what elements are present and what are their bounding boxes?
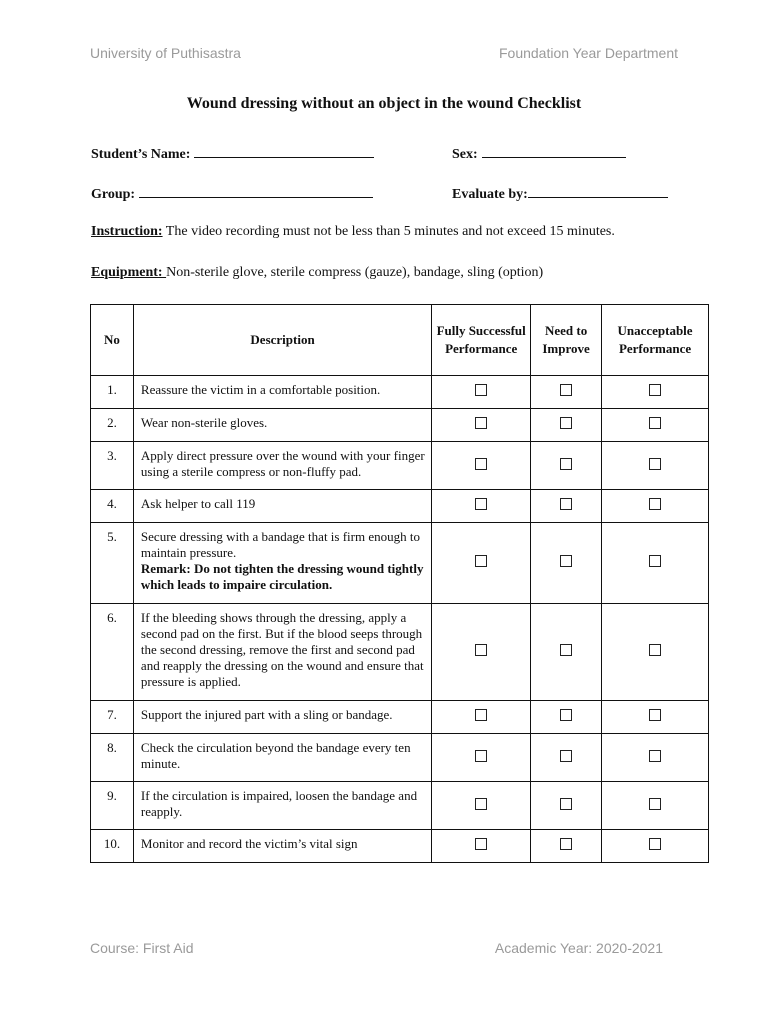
checkbox-need-to-improve[interactable] (560, 750, 572, 762)
checkbox-need-to-improve[interactable] (560, 644, 572, 656)
checkbox-fully-successful[interactable] (475, 498, 487, 510)
row-number: 4. (91, 490, 134, 523)
equipment-label: Equipment: (91, 265, 167, 280)
cell-need-to-improve (531, 830, 602, 863)
table-row (91, 830, 709, 863)
cell-fully-successful (432, 734, 531, 782)
sex-line[interactable] (482, 143, 626, 158)
cell-unacceptable (602, 830, 709, 863)
sex-field[interactable] (452, 143, 626, 163)
col-header-need-to-improve: Need to Improve (531, 305, 602, 376)
cell-fully-successful (432, 409, 531, 442)
row-description-text: Support the injured part with a sling or bandage. (140, 707, 393, 722)
table-row (91, 409, 709, 442)
cell-fully-successful (432, 604, 531, 701)
cell-unacceptable (602, 490, 709, 523)
group-label: Group: (91, 187, 136, 202)
instruction-paragraph (91, 224, 615, 240)
row-number: 1. (91, 376, 134, 409)
checkbox-fully-successful[interactable] (475, 838, 487, 850)
row-number: 7. (91, 701, 134, 734)
checkbox-fully-successful[interactable] (475, 750, 487, 762)
row-description (133, 490, 431, 523)
cell-fully-successful (432, 523, 531, 604)
checkbox-unacceptable[interactable] (649, 458, 661, 470)
cell-unacceptable (602, 376, 709, 409)
table-row (91, 523, 709, 604)
row-description-text: Apply direct pressure over the wound with your finger using a sterile compress or non-fluffy pad. (140, 448, 425, 479)
checkbox-need-to-improve[interactable] (560, 458, 572, 470)
group-field[interactable] (91, 183, 373, 203)
row-description (133, 523, 431, 604)
cell-need-to-improve (531, 376, 602, 409)
row-description-text: Secure dressing with a bandage that is firm enough to maintain pressure. (140, 529, 420, 560)
checkbox-unacceptable[interactable] (649, 709, 661, 721)
cell-fully-successful (432, 830, 531, 863)
checkbox-fully-successful[interactable] (475, 555, 487, 567)
cell-need-to-improve (531, 734, 602, 782)
cell-unacceptable (602, 604, 709, 701)
equipment-text: Non-sterile glove, sterile compress (gauze), bandage, sling (option) (166, 265, 544, 280)
cell-need-to-improve (531, 409, 602, 442)
cell-unacceptable (602, 523, 709, 604)
cell-need-to-improve (531, 782, 602, 830)
checkbox-need-to-improve[interactable] (560, 709, 572, 721)
cell-fully-successful (432, 442, 531, 490)
checkbox-unacceptable[interactable] (649, 555, 661, 567)
row-number: 3. (91, 442, 134, 490)
checkbox-fully-successful[interactable] (475, 417, 487, 429)
header-department: Foundation Year Department (498, 45, 678, 61)
row-description (133, 782, 431, 830)
cell-need-to-improve (531, 523, 602, 604)
table-row (91, 782, 709, 830)
row-description (133, 604, 431, 701)
col-header-unacceptable: Unacceptable Performance (602, 305, 709, 376)
row-description (133, 376, 431, 409)
cell-need-to-improve (531, 442, 602, 490)
row-number: 8. (91, 734, 134, 782)
evaluate-by-label: Evaluate by: (452, 187, 528, 202)
cell-need-to-improve (531, 490, 602, 523)
student-name-label: Student’s Name: (91, 147, 191, 162)
checkbox-unacceptable[interactable] (649, 384, 661, 396)
sex-label: Sex: (452, 147, 478, 162)
footer-course: Course: First Aid (90, 940, 194, 956)
row-number: 9. (91, 782, 134, 830)
checkbox-unacceptable[interactable] (649, 798, 661, 810)
row-description (133, 830, 431, 863)
page-title: Wound dressing without an object in the wound Checklist (186, 95, 582, 112)
checkbox-fully-successful[interactable] (475, 384, 487, 396)
row-description-text: Ask helper to call 119 (140, 496, 256, 511)
row-description (133, 734, 431, 782)
table-row (91, 701, 709, 734)
checkbox-need-to-improve[interactable] (560, 555, 572, 567)
cell-unacceptable (602, 442, 709, 490)
checkbox-fully-successful[interactable] (475, 798, 487, 810)
checkbox-unacceptable[interactable] (649, 838, 661, 850)
student-name-line[interactable] (194, 143, 374, 158)
table-row (91, 490, 709, 523)
instruction-label: Instruction: (91, 224, 163, 239)
row-description-text: Reassure the victim in a comfortable position. (140, 382, 381, 397)
checklist-header-row (91, 305, 709, 376)
table-row (91, 734, 709, 782)
checkbox-unacceptable[interactable] (649, 644, 661, 656)
checkbox-fully-successful[interactable] (475, 709, 487, 721)
checkbox-fully-successful[interactable] (475, 458, 487, 470)
cell-need-to-improve (531, 701, 602, 734)
evaluate-by-line[interactable] (528, 183, 668, 198)
row-description-text: If the bleeding shows through the dressing, apply a second pad on the first. But if the blood seeps through the second dressing, remove the first and second pad and reapply the dressing on the wound and ensure that pressure is applied. (140, 610, 424, 689)
cell-fully-successful (432, 701, 531, 734)
col-header-no: No (91, 305, 134, 376)
cell-fully-successful (432, 376, 531, 409)
instruction-text: The video recording must not be less than 5 minutes and not exceed 15 minutes. (162, 224, 615, 239)
cell-unacceptable (602, 734, 709, 782)
row-number: 10. (91, 830, 134, 863)
student-name-field[interactable] (91, 143, 374, 163)
cell-fully-successful (432, 782, 531, 830)
header-university: University of Puthisastra (90, 45, 241, 61)
checkbox-unacceptable[interactable] (649, 498, 661, 510)
cell-need-to-improve (531, 604, 602, 701)
row-remark: Remark: Do not tighten the dressing wound tightly which leads to impaire circulation. (140, 561, 424, 592)
cell-unacceptable (602, 409, 709, 442)
checkbox-fully-successful[interactable] (475, 644, 487, 656)
checkbox-need-to-improve[interactable] (560, 838, 572, 850)
checkbox-need-to-improve[interactable] (560, 798, 572, 810)
table-row (91, 442, 709, 490)
checkbox-need-to-improve[interactable] (560, 384, 572, 396)
checklist-table (90, 304, 709, 863)
group-line[interactable] (139, 183, 373, 198)
footer-academic-year: Academic Year: 2020-2021 (494, 940, 663, 956)
cell-fully-successful (432, 490, 531, 523)
col-header-description: Description (133, 305, 431, 376)
row-description-text: If the circulation is impaired, loosen the bandage and reapply. (140, 788, 418, 819)
col-header-fully-successful: Fully Successful Performance (432, 305, 531, 376)
table-row (91, 604, 709, 701)
row-description-text: Monitor and record the victim’s vital sign (140, 836, 358, 851)
evaluate-by-field[interactable] (452, 183, 668, 203)
cell-unacceptable (602, 782, 709, 830)
row-description (133, 442, 431, 490)
row-description-text: Wear non-sterile gloves. (140, 415, 268, 430)
row-description (133, 701, 431, 734)
checkbox-unacceptable[interactable] (649, 417, 661, 429)
row-number: 5. (91, 523, 134, 604)
checkbox-unacceptable[interactable] (649, 750, 661, 762)
checkbox-need-to-improve[interactable] (560, 417, 572, 429)
row-number: 2. (91, 409, 134, 442)
checkbox-need-to-improve[interactable] (560, 498, 572, 510)
equipment-paragraph (91, 265, 543, 281)
cell-unacceptable (602, 701, 709, 734)
table-row (91, 376, 709, 409)
row-description (133, 409, 431, 442)
row-description-text: Check the circulation beyond the bandage every ten minute. (140, 740, 411, 771)
row-number: 6. (91, 604, 134, 701)
